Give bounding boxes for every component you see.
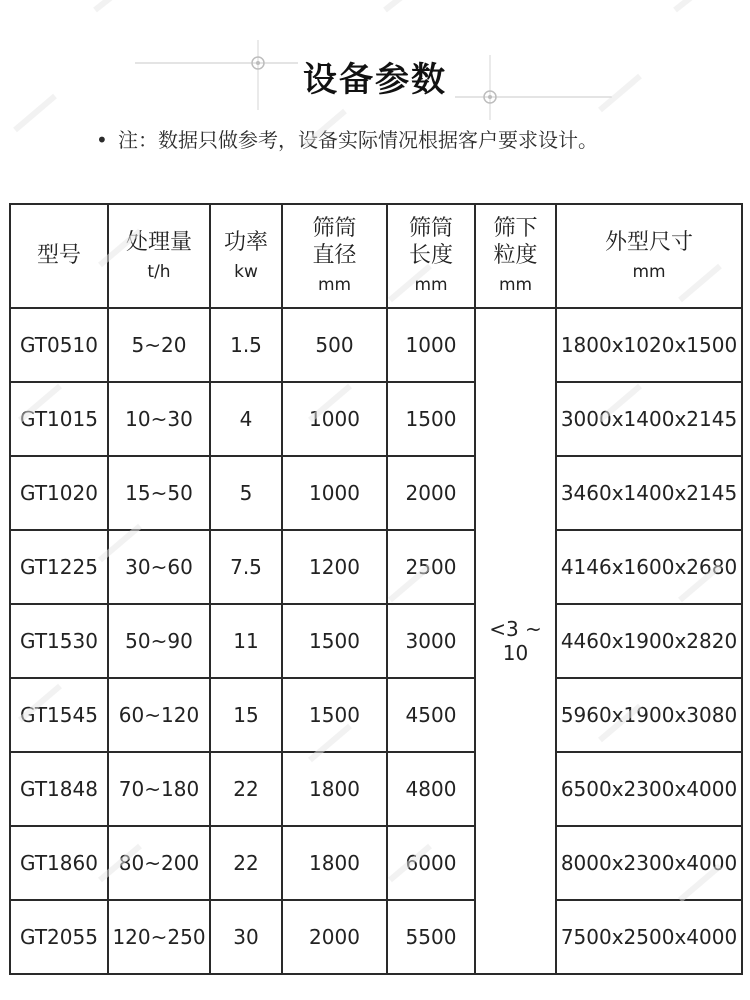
header-drum-length: 筛筒 长度 mm	[387, 204, 475, 308]
cell-overall-dimensions: 4460x1900x2820	[556, 604, 742, 678]
header-particle-size: 筛下 粒度 mm	[475, 204, 556, 308]
cell-model: GT1020	[10, 456, 108, 530]
cell-overall-dimensions: 4146x1600x2680	[556, 530, 742, 604]
bullet-icon: •	[96, 128, 108, 152]
cell-overall-dimensions: 7500x2500x4000	[556, 900, 742, 974]
cell-drum-length: 6000	[387, 826, 475, 900]
table-row	[10, 456, 742, 530]
page-title: 设备参数	[303, 60, 447, 100]
table-row	[10, 308, 742, 382]
cell-drum-length: 5500	[387, 900, 475, 974]
cell-model: GT1530	[10, 604, 108, 678]
cell-capacity: 80~200	[108, 826, 210, 900]
cell-particle-size-merged: <3 ~ 10	[475, 308, 556, 974]
cell-power: 22	[210, 752, 282, 826]
cell-drum-diameter: 1500	[282, 678, 387, 752]
cell-power: 15	[210, 678, 282, 752]
cell-overall-dimensions: 3000x1400x2145	[556, 382, 742, 456]
equipment-parameter-table	[9, 203, 743, 975]
header-overall-dimensions: 外型尺寸 mm	[556, 204, 742, 308]
header-model: 型号	[10, 204, 108, 308]
table-row	[10, 382, 742, 456]
header-capacity: 处理量 t/h	[108, 204, 210, 308]
cell-power: 22	[210, 826, 282, 900]
table-row	[10, 604, 742, 678]
cell-drum-diameter: 1500	[282, 604, 387, 678]
cell-capacity: 70~180	[108, 752, 210, 826]
header-row	[10, 204, 742, 308]
cell-capacity: 5~20	[108, 308, 210, 382]
cell-overall-dimensions: 1800x1020x1500	[556, 308, 742, 382]
cell-overall-dimensions: 3460x1400x2145	[556, 456, 742, 530]
cell-drum-length: 4500	[387, 678, 475, 752]
cell-capacity: 30~60	[108, 530, 210, 604]
table-row	[10, 530, 742, 604]
table-row	[10, 900, 742, 974]
note-text: 注：数据只做参考，设备实际情况根据客户要求设计。	[118, 128, 598, 152]
cell-capacity: 60~120	[108, 678, 210, 752]
cell-power: 4	[210, 382, 282, 456]
cell-overall-dimensions: 5960x1900x3080	[556, 678, 742, 752]
cell-drum-diameter: 2000	[282, 900, 387, 974]
cell-capacity: 10~30	[108, 382, 210, 456]
cell-capacity: 15~50	[108, 456, 210, 530]
cell-overall-dimensions: 6500x2300x4000	[556, 752, 742, 826]
cell-drum-diameter: 1200	[282, 530, 387, 604]
cell-drum-diameter: 1800	[282, 826, 387, 900]
cell-drum-length: 2500	[387, 530, 475, 604]
cell-capacity: 120~250	[108, 900, 210, 974]
cell-drum-length: 4800	[387, 752, 475, 826]
cell-drum-diameter: 500	[282, 308, 387, 382]
cell-model: GT2055	[10, 900, 108, 974]
cell-power: 1.5	[210, 308, 282, 382]
cell-capacity: 50~90	[108, 604, 210, 678]
cell-drum-length: 1000	[387, 308, 475, 382]
cell-model: GT1848	[10, 752, 108, 826]
cell-drum-length: 2000	[387, 456, 475, 530]
header-power: 功率 kw	[210, 204, 282, 308]
cell-model: GT1225	[10, 530, 108, 604]
table-row	[10, 752, 742, 826]
cell-model: GT0510	[10, 308, 108, 382]
cell-power: 30	[210, 900, 282, 974]
cell-drum-diameter: 1000	[282, 382, 387, 456]
cell-power: 7.5	[210, 530, 282, 604]
cell-model: GT1860	[10, 826, 108, 900]
header-drum-diameter: 筛筒 直径 mm	[282, 204, 387, 308]
cell-power: 11	[210, 604, 282, 678]
cell-overall-dimensions: 8000x2300x4000	[556, 826, 742, 900]
table-body	[10, 308, 742, 974]
cell-model: GT1545	[10, 678, 108, 752]
cell-drum-length: 1500	[387, 382, 475, 456]
cell-drum-diameter: 1000	[282, 456, 387, 530]
table-row	[10, 678, 742, 752]
table-row	[10, 826, 742, 900]
cell-power: 5	[210, 456, 282, 530]
cell-drum-diameter: 1800	[282, 752, 387, 826]
note-line	[96, 124, 598, 153]
cell-model: GT1015	[10, 382, 108, 456]
cell-drum-length: 3000	[387, 604, 475, 678]
